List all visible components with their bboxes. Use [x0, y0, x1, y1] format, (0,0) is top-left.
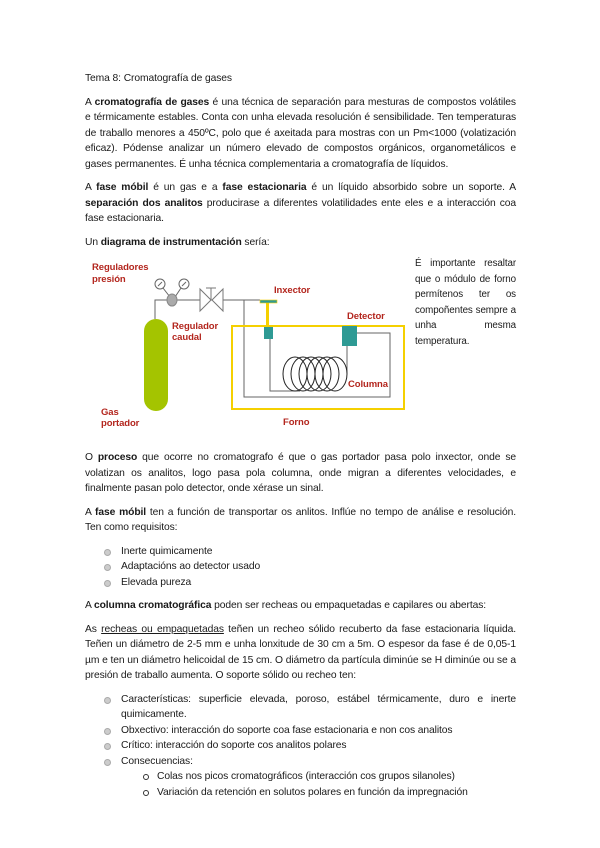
label-detector: Detector: [347, 311, 385, 322]
instrumentation-diagram: [85, 252, 415, 442]
diagram-section: [85, 252, 516, 442]
valve-icon: [200, 288, 223, 311]
sub-list-item: Colas nos picos cromatográficos (interacción cos grupos silanoles): [85, 769, 516, 785]
paragraph-packed: As recheas ou empaquetadas teñen un recheo sólido recuberto da fase estacionaria líquida. Teñen un diámetro de 2-5 mm e unha lonxitude de 30 cm a 5m. O espesor da fase é de 0,05-1 µm e ten un diámetro helicoidal de 15 cm. O diámetro da partícula diminúe se H diminúe ou se a presión de traballo aumenta. O soporte sólido ou recheo ten:: [85, 623, 517, 681]
document-body: [85, 0, 516, 848]
page-title: Tema 8: Cromatografía de gases: [85, 73, 232, 84]
paragraph-column: A columna cromatográfica poden ser recheas ou empaquetadas e capilares ou abertas:: [85, 600, 487, 611]
label-reguladores: Reguladores: [92, 262, 149, 273]
label-forno: Forno: [283, 417, 310, 428]
requirements-list: [85, 544, 516, 591]
paragraph-intro: A cromatografía de gases é una técnica de separación para mesturas de compostos volátiles e térmicamente estables. Conta con unha elevada resolución é sensibilidade. Ten temperaturas de traballo menores a 450ºC, polo que é axeitada para mostras con un Pm<1000 (volatización eficaz). Pódense analizar un número elevado de compostos orgánicos, organometálicos e gases permanentes. É unha técnica complementaria a cromatografía de líquidos.: [85, 96, 516, 170]
paragraph-diagram-intro: Un diagrama de instrumentación sería:: [85, 236, 270, 248]
side-note: É importante resaltar que o módulo de forno permítenos ter os compoñentes sempre a unha mesma temperatura.: [415, 258, 516, 347]
regulator-body: [167, 294, 177, 306]
list-item: Obxectivo: interacción do soporte coa fase estacionaria e non cos analitos: [85, 723, 516, 739]
label-columna: Columna: [348, 379, 388, 390]
list-item: Consecuencias:: [85, 754, 516, 770]
paragraph-phases: A fase móbil é un gas e a fase estacionaria é un líquido absorbido sobre un soporte. A separación dos analitos producirase a diferentes volatilidades ente eles e a interacción coa fase estacionaria.: [85, 182, 517, 224]
label-presion: presión: [92, 274, 126, 285]
label-regulador: Regulador: [172, 321, 219, 332]
label-gas: Gas: [101, 407, 119, 418]
list-item: Adaptacións ao detector usado: [85, 559, 516, 575]
gas-cylinder: [144, 319, 168, 411]
list-item: Inerte quimicamente: [85, 544, 516, 560]
support-list: [85, 692, 516, 801]
list-item: Elevada pureza: [85, 575, 516, 591]
sub-list-item: Variación da retención en solutos polares en función da impregnación: [85, 785, 516, 801]
injector-block: [264, 327, 273, 339]
list-item: Características: superficie elevada, poroso, estábel térmicamente, duro e inerte quimicamente.: [85, 692, 516, 723]
paragraph-mobile-phase: A fase móbil ten a función de transportar os anlitos. Inflúe no tempo de análise e resolución. Ten como requisitos:: [85, 506, 516, 533]
detector-block: [342, 326, 357, 346]
label-caudal: caudal: [172, 332, 202, 343]
injector-bar: [260, 300, 277, 303]
list-item: Crítico: interacción do soporte cos analitos polares: [85, 738, 516, 754]
paragraph-process: O proceso que ocorre no cromatografo é que o gas portador pasa polo inxector, onde se volatizan os analitos, logo pasa pola columna, onde migran a diferentes velocidades, e finalmente pasan polo detector, onde xérase un sinal.: [85, 452, 516, 494]
column-coil: [283, 357, 347, 391]
label-inxector: Inxector: [274, 285, 311, 296]
label-portador: portador: [101, 418, 140, 429]
injector-stem: [266, 303, 269, 327]
